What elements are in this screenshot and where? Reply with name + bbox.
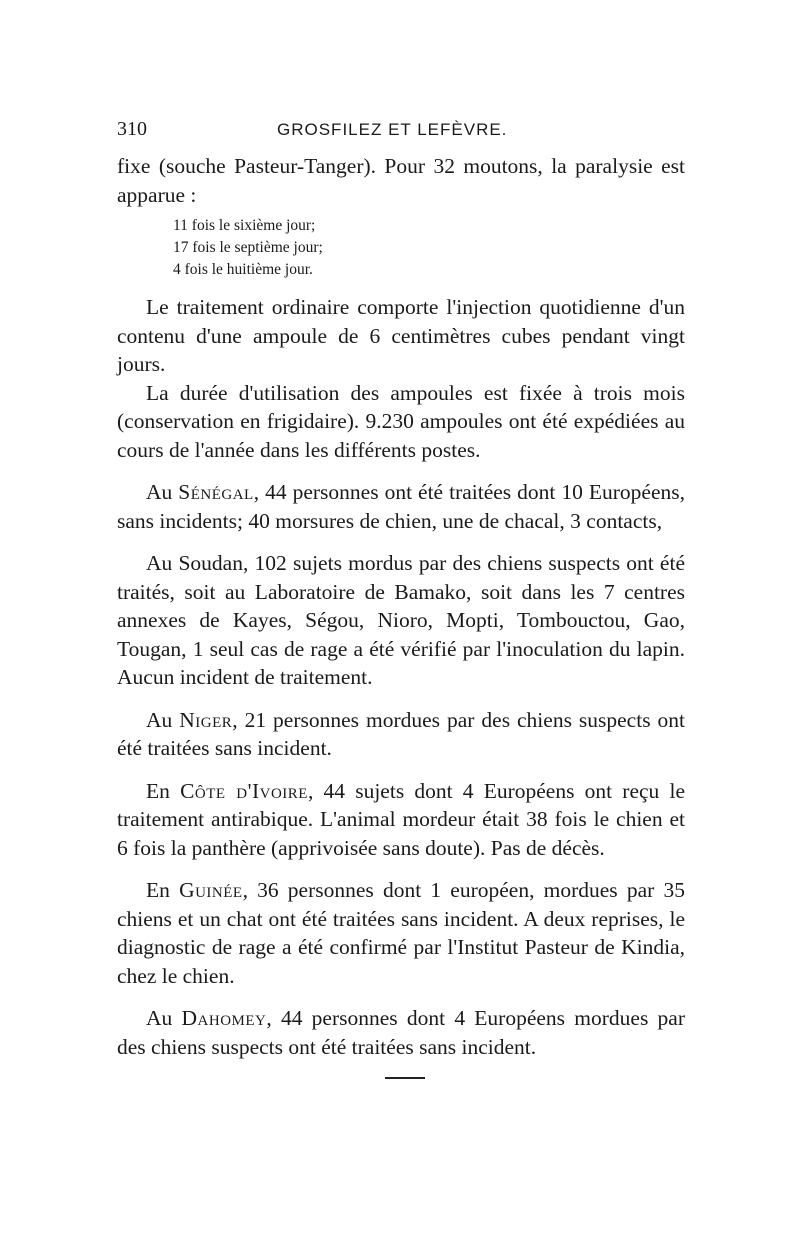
dahomey-name: Dahomey <box>181 1006 267 1030</box>
paragraph-traitement: Le traitement ordinaire comporte l'injection quotidienne d'un contenu d'une ampoule de 6 centimètres cubes pendant vingt jours. <box>117 295 685 376</box>
paralysis-list <box>173 215 685 281</box>
guinee-lead: En <box>146 878 180 902</box>
guinee-rest: , 36 personnes dont 1 européen, mordues par 35 chiens et un chat ont été traitées sans incident. A deux reprises, le diagnostic de rage a été confirmé par l'Institut Pasteur de Kindia, chez le chien. <box>117 878 685 988</box>
intro-paragraph: fixe (souche Pasteur-Tanger). Pour 32 moutons, la paralysie est apparue : <box>117 154 685 207</box>
paragraph-guinee <box>117 876 685 990</box>
dahomey-rest: , 44 personnes dont 4 Européens mordues par des chiens suspects ont été traitées sans incident. <box>117 1006 685 1059</box>
document-page <box>117 118 685 1061</box>
paragraph-cote-ivoire <box>117 777 685 863</box>
paragraph-niger <box>117 706 685 763</box>
guinee-name: Guinée <box>179 878 243 902</box>
page-number: 310 <box>117 118 147 140</box>
senegal-rest: , 44 personnes ont été traitées dont 10 Européens, sans incidents; 40 morsures de chien, une de chacal, 3 contacts, <box>117 480 685 533</box>
senegal-lead: Au <box>146 480 179 504</box>
paragraph-soudan: Au Soudan, 102 sujets mordus par des chiens suspects ont été traités, soit au Laboratoire de Bamako, soit dans les 7 centres annexes de Kayes, Ségou, Nioro, Mopti, Tombouctou, Gao, Tougan, 1 seul cas de rage a été vérifié par l'inoculation du lapin. Aucun incident de traitement. <box>117 551 685 689</box>
list-item: 4 fois le huitième jour. <box>173 261 313 278</box>
paragraph-dahomey <box>117 1004 685 1061</box>
senegal-name: Sénégal <box>178 480 254 504</box>
paragraph-senegal <box>117 478 685 535</box>
cote-rest: , 44 sujets dont 4 Européens ont reçu le traitement antirabique. L'animal mordeur était 38 fois le chien et 6 fois la panthère (apprivoisée sans doute). Pas de décès. <box>117 778 685 860</box>
niger-lead: Au <box>146 707 180 732</box>
paragraph-duree: La durée d'utilisation des ampoules est fixée à trois mois (conservation en frigidaire). 9.230 ampoules ont été expédiées au cours de l'année dans les différents postes. <box>117 380 685 462</box>
running-head: GROSFILEZ ET LEFÈVRE. <box>277 120 508 139</box>
page-header <box>117 118 685 152</box>
niger-name: Niger <box>179 707 233 732</box>
end-rule <box>385 1077 425 1079</box>
dahomey-lead: Au <box>146 1006 182 1030</box>
cote-lead: En <box>146 778 181 803</box>
cote-name: Côte d'Ivoire <box>180 778 308 803</box>
list-item: 11 fois le sixième jour; <box>173 217 316 234</box>
list-item: 17 fois le septième jour; <box>173 239 323 256</box>
niger-rest: , 21 personnes mordues par des chiens suspects ont été traitées sans incident. <box>117 707 685 760</box>
